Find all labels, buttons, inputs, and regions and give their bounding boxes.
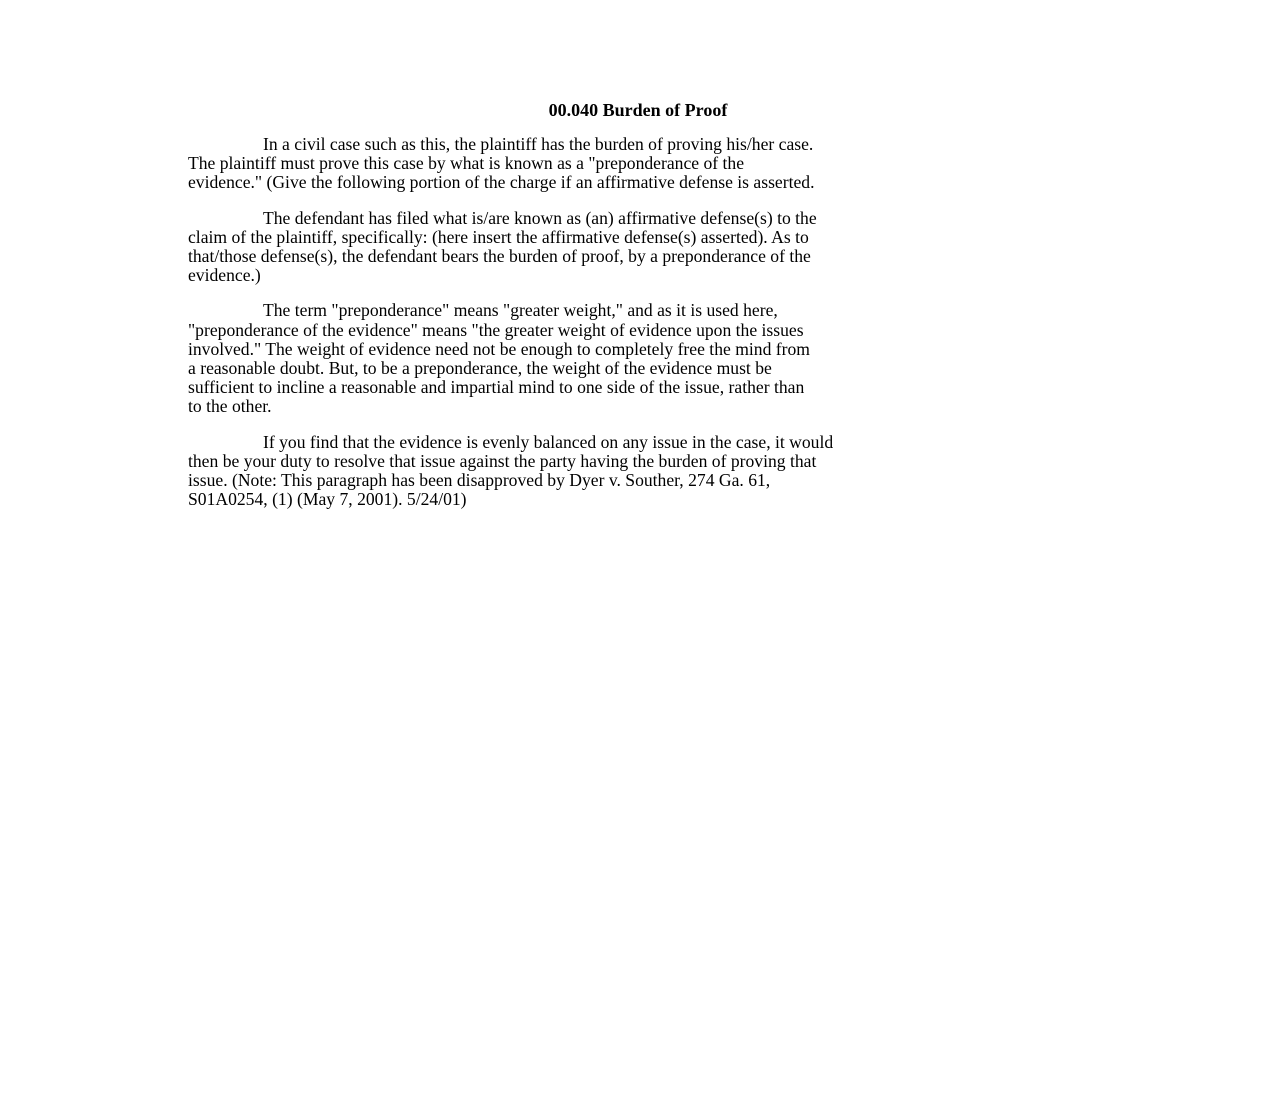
paragraph-burden-of-proof	[188, 135, 1088, 193]
paragraph-affirmative-defense	[188, 209, 1088, 286]
paragraph-line: "preponderance of the evidence" means "the greater weight of evidence upon the issues	[188, 319, 804, 340]
paragraph-line: If you find that the evidence is evenly balanced on any issue in the case, it would	[263, 431, 834, 452]
paragraph-line: issue. (Note: This paragraph has been disapproved by Dyer v. Souther, 274 Ga. 61,	[188, 470, 771, 491]
paragraph-line: In a civil case such as this, the plaintiff has the burden of proving his/her case.	[263, 134, 814, 154]
paragraph-evenly-balanced	[188, 433, 1088, 510]
paragraph-line: The plaintiff must prove this case by what is known as a "preponderance of the	[188, 153, 745, 174]
paragraph-line: involved." The weight of evidence need not be enough to completely free the mind from	[188, 338, 810, 359]
paragraph-line: sufficient to incline a reasonable and impartial mind to one side of the issue, rather than	[188, 377, 805, 398]
paragraph-line: S01A0254, (1) (May 7, 2001). 5/24/01)	[188, 489, 467, 510]
paragraph-line: evidence." (Give the following portion of the charge if an affirmative defense is asserted.	[188, 172, 815, 193]
paragraph-line: evidence.)	[188, 265, 261, 286]
paragraph-line: The defendant has filed what is/are known as (an) affirmative defense(s) to the	[263, 207, 817, 228]
document-page	[188, 99, 1088, 525]
paragraph-line: that/those defense(s), the defendant bears the burden of proof, by a preponderance of the	[188, 246, 811, 267]
paragraph-preponderance-definition	[188, 301, 1088, 416]
document-title: 00.040 Burden of Proof	[548, 100, 728, 120]
paragraph-line: to the other.	[188, 396, 272, 417]
paragraph-line: then be your duty to resolve that issue against the party having the burden of proving that	[188, 450, 817, 471]
paragraph-line: a reasonable doubt. But, to be a preponderance, the weight of the evidence must be	[188, 358, 772, 379]
paragraph-line: The term "preponderance" means "greater weight," and as it is used here,	[263, 300, 778, 321]
paragraph-line: claim of the plaintiff, specifically: (here insert the affirmative defense(s) asserted). As to	[188, 226, 809, 247]
